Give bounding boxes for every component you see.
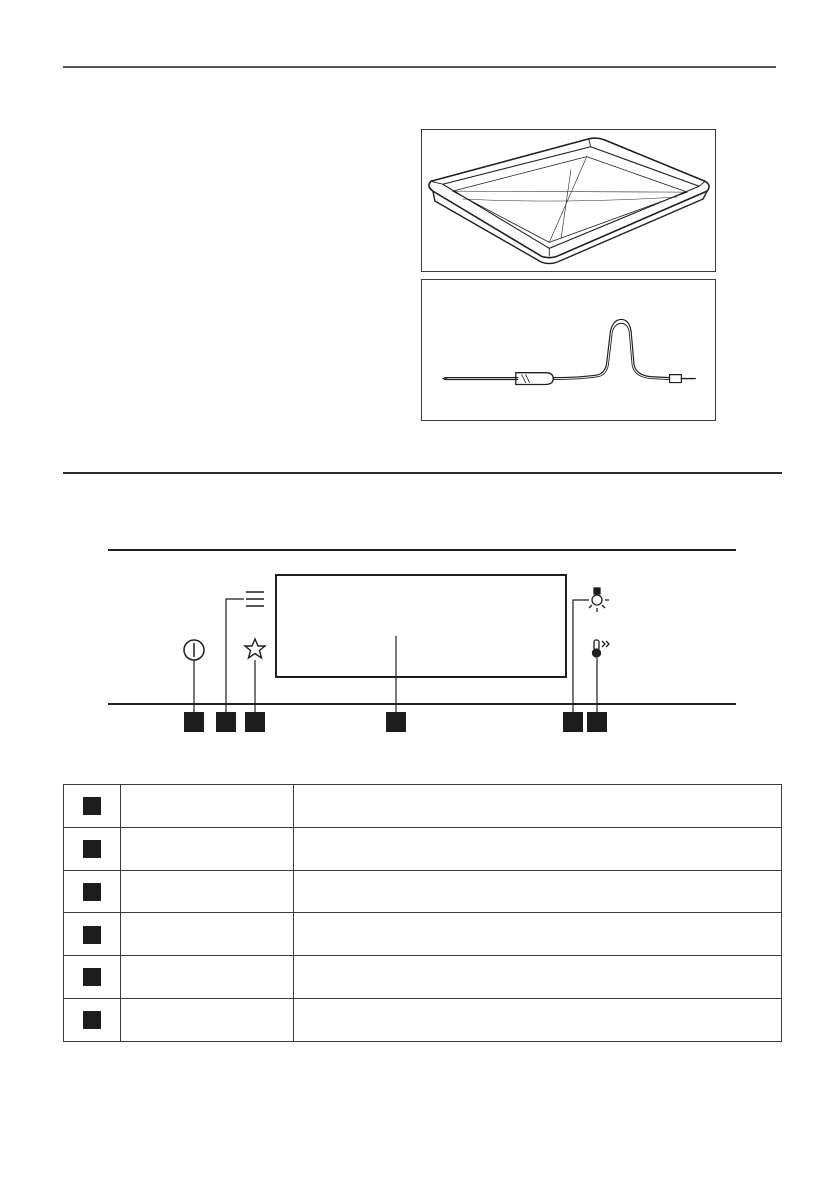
table-row [64,956,782,999]
thermometer-fast-icon [593,640,610,657]
core-temperature-sensor-figure [421,279,716,421]
row-number-marker [83,926,101,944]
table-row [64,827,782,870]
star-icon [245,639,265,658]
description-cell [294,999,782,1042]
function-cell [121,913,294,956]
table-row [64,870,782,913]
description-cell [294,913,782,956]
callout-marker-display [386,712,406,732]
row-number-marker [83,840,101,858]
display-screen [276,575,566,677]
row-number-marker [83,883,101,901]
row-number-cell [64,870,121,913]
control-panel-legend-table [63,784,782,1042]
function-cell [121,870,294,913]
callout-marker-favourites [245,712,265,732]
power-icon [184,640,204,660]
description-cell [294,956,782,999]
row-number-cell [64,913,121,956]
lamp-icon [585,588,609,612]
callout-marker-light [563,712,583,732]
callout-marker-fast-heat-up [587,712,607,732]
row-number-cell [64,999,121,1042]
callout-marker-on-off [184,712,204,732]
function-cell [121,785,294,828]
baking-tray-figure [421,129,716,272]
row-number-cell [64,785,121,828]
section-rule [63,472,782,474]
baking-tray-illustration [422,130,715,271]
row-number-marker [83,968,101,986]
table-row [64,913,782,956]
row-number-cell [64,827,121,870]
header-rule [63,66,776,68]
function-cell [121,956,294,999]
function-cell [121,999,294,1042]
function-cell [121,827,294,870]
callout-marker-menu [216,712,236,732]
table-row [64,785,782,828]
description-cell [294,827,782,870]
description-cell [294,785,782,828]
row-number-cell [64,956,121,999]
row-number-marker [83,1011,101,1029]
menu-icon [246,592,264,606]
row-number-marker [83,797,101,815]
description-cell [294,870,782,913]
food-sensor-probe-illustration [422,280,715,420]
table-row [64,999,782,1042]
